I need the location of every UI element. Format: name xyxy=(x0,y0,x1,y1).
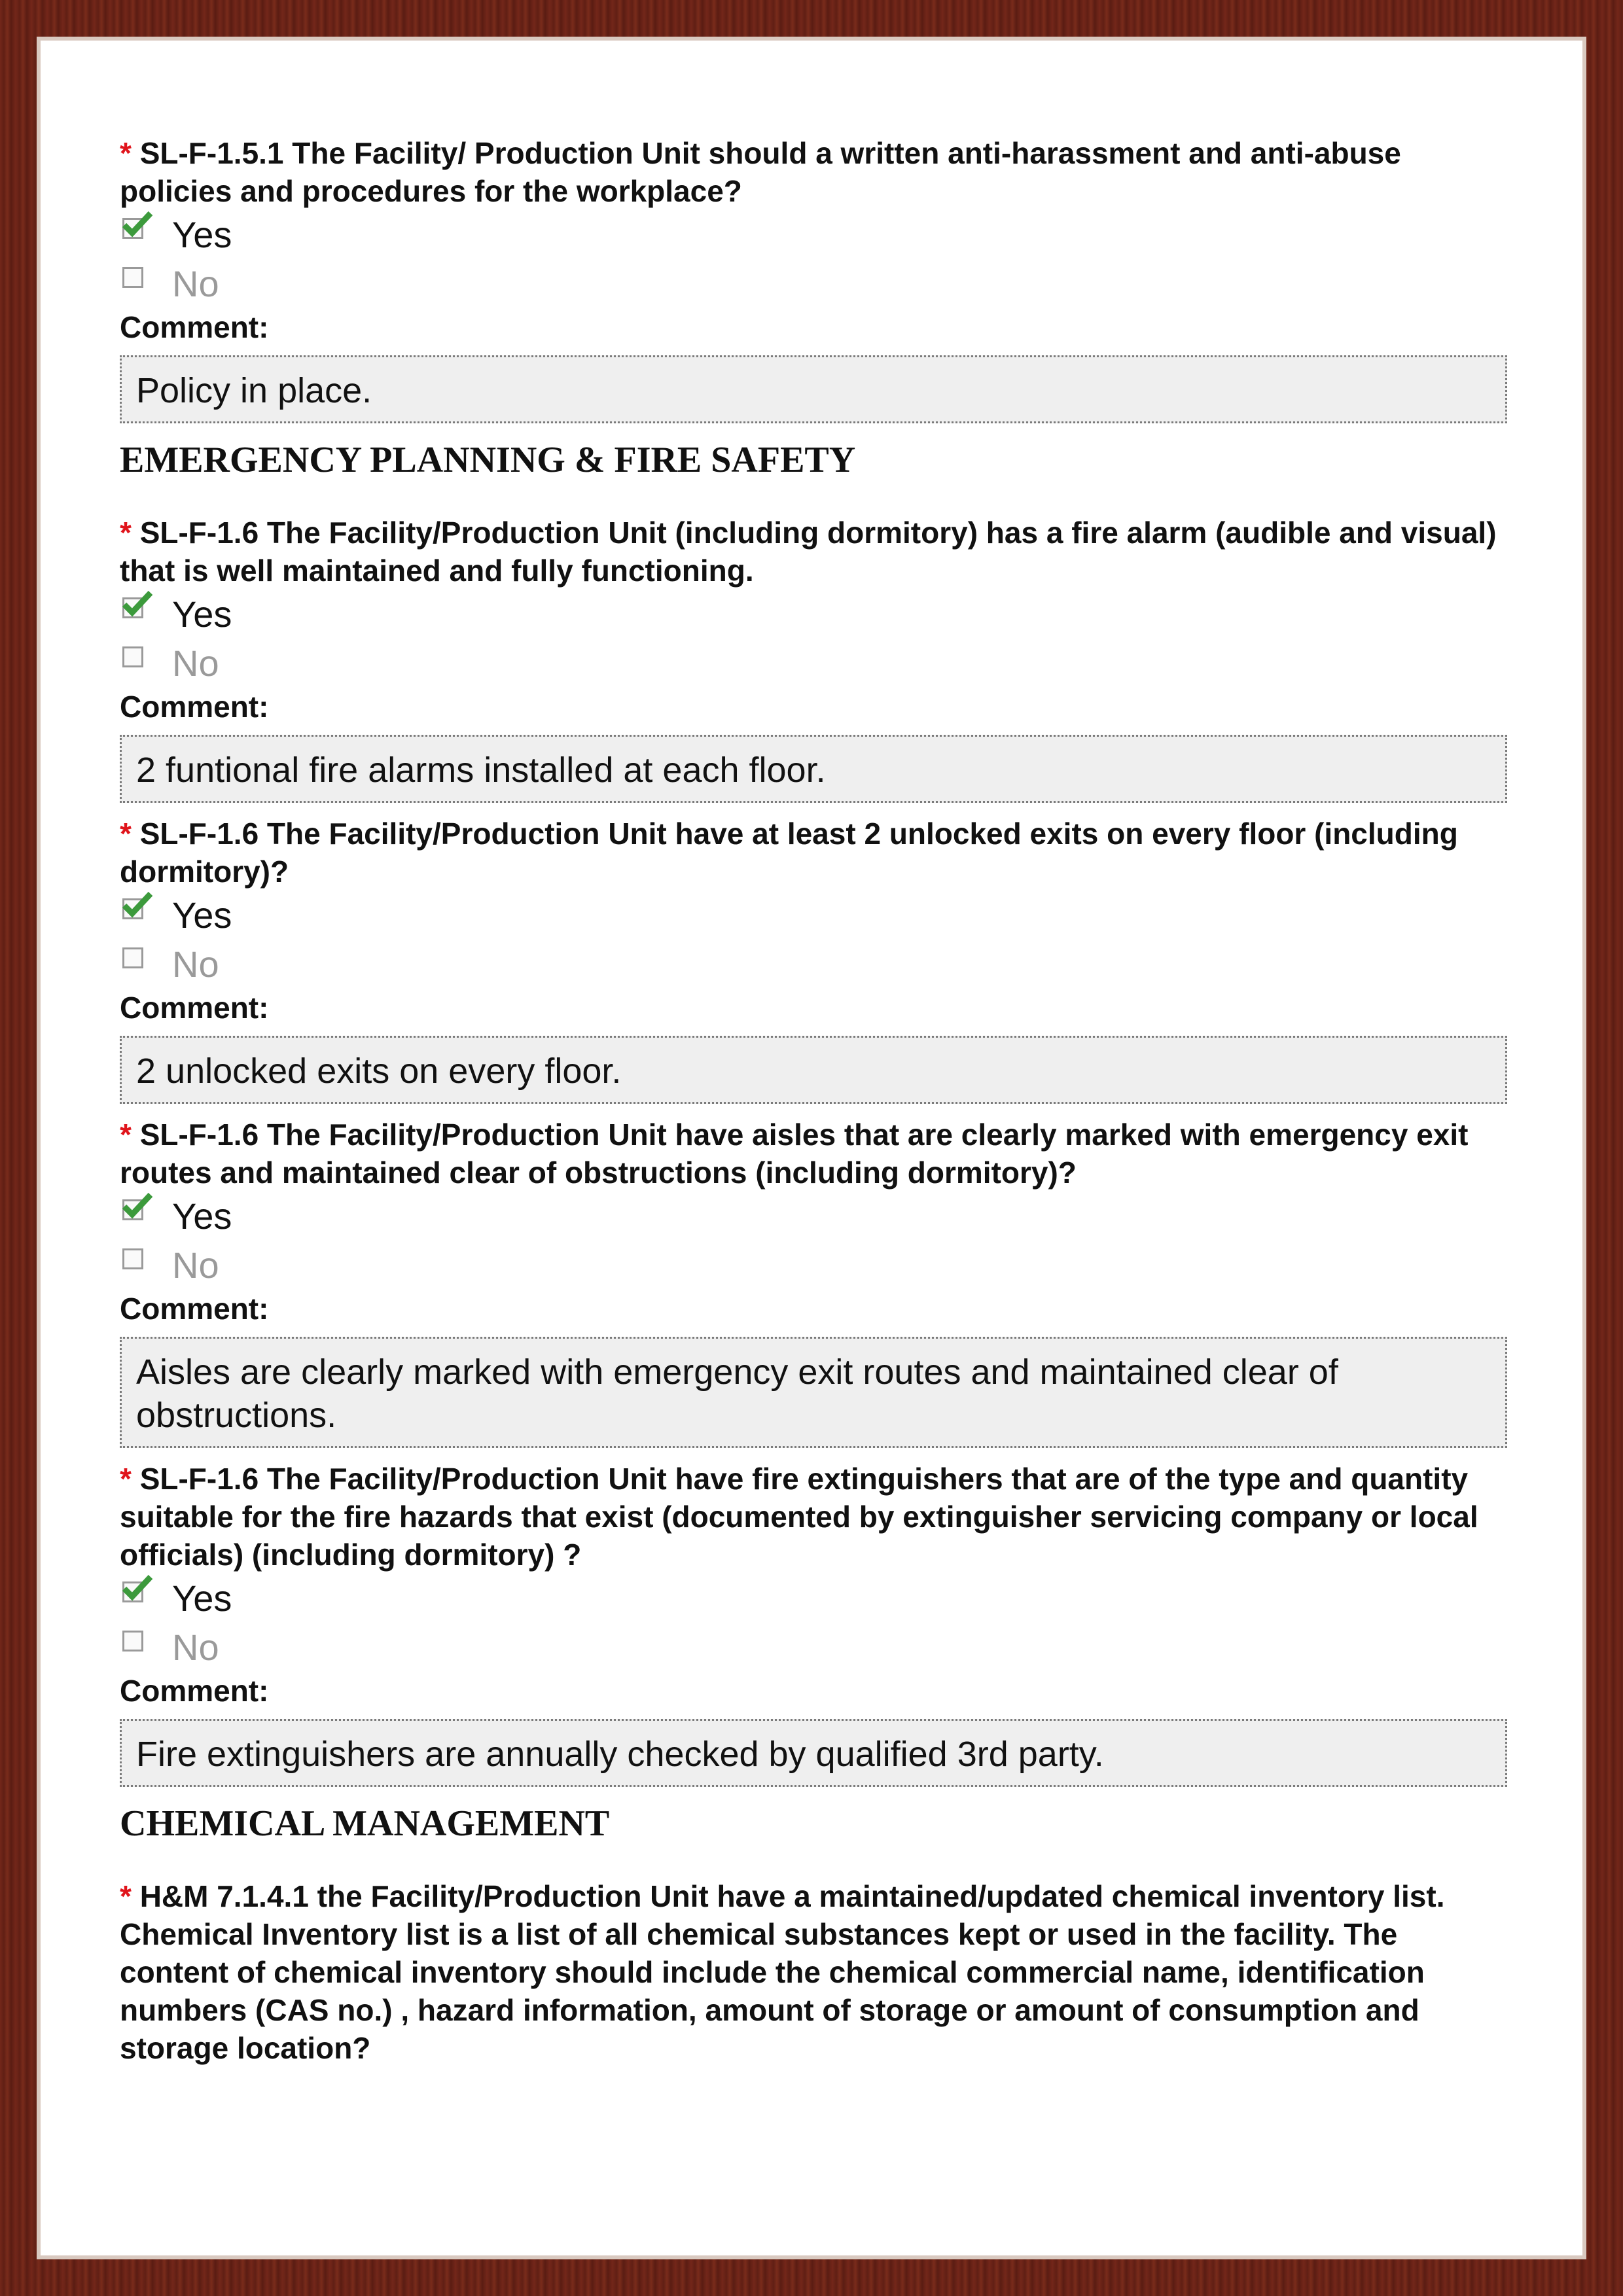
checkmark-icon xyxy=(122,590,153,619)
no-label: No xyxy=(172,263,219,304)
yes-checkbox[interactable] xyxy=(122,1581,143,1602)
no-checkbox[interactable] xyxy=(122,1248,143,1269)
comment-label: Comment: xyxy=(120,1292,269,1326)
question-block xyxy=(120,1460,1507,1787)
yes-checkbox[interactable] xyxy=(122,898,143,919)
comment-field[interactable]: Aisles are clearly marked with emergency exit routes and maintained clear of obstructions. xyxy=(120,1337,1507,1448)
checkmark-icon xyxy=(122,1192,153,1221)
required-marker: * xyxy=(120,1462,132,1496)
no-checkbox[interactable] xyxy=(122,1631,143,1651)
option-no[interactable] xyxy=(120,1241,1507,1290)
no-label: No xyxy=(172,1627,219,1668)
yes-checkbox[interactable] xyxy=(122,597,143,618)
comment-field[interactable]: 2 unlocked exits on every floor. xyxy=(120,1036,1507,1104)
comment-label: Comment: xyxy=(120,1674,269,1708)
option-yes[interactable] xyxy=(120,891,1507,940)
required-marker: * xyxy=(120,1879,132,1913)
no-label: No xyxy=(172,643,219,684)
yes-checkbox[interactable] xyxy=(122,218,143,239)
yes-label: Yes xyxy=(172,1578,232,1619)
checkmark-icon xyxy=(122,211,153,239)
option-yes[interactable] xyxy=(120,590,1507,639)
question-block xyxy=(120,134,1507,423)
question-label: SL-F-1.6 The Facility/Production Unit have at least 2 unlocked exits on every floor (including dormitory)? xyxy=(120,817,1458,889)
question-text xyxy=(120,134,1507,210)
section-heading: EMERGENCY PLANNING & FIRE SAFETY xyxy=(120,440,856,480)
no-label: No xyxy=(172,944,219,985)
option-no[interactable] xyxy=(120,940,1507,989)
question-label: SL-F-1.6 The Facility/Production Unit have fire extinguishers that are of the type and quantity suitable for the fire hazards that exist (documented by extinguisher servicing company or local officials) (including dormitory) ? xyxy=(120,1462,1478,1572)
required-marker: * xyxy=(120,136,132,170)
comment-field[interactable]: 2 funtional fire alarms installed at each floor. xyxy=(120,735,1507,803)
comment-label: Comment: xyxy=(120,690,269,724)
no-label: No xyxy=(172,1245,219,1286)
question-label: H&M 7.1.4.1 the Facility/Production Unit have a maintained/updated chemical inventory list. Chemical Inventory list is a list of all chemical substances kept or used in the facility. The content of chemical inventory should include the chemical commercial name, identification numbers (CAS no.) , hazard information, amount of storage or amount of consumption and storage location? xyxy=(120,1879,1445,2065)
yes-label: Yes xyxy=(172,1195,232,1237)
option-no[interactable] xyxy=(120,1623,1507,1672)
option-no[interactable] xyxy=(120,259,1507,308)
question-block xyxy=(120,514,1507,803)
option-yes[interactable] xyxy=(120,1192,1507,1241)
no-checkbox[interactable] xyxy=(122,947,143,968)
question-label: SL-F-1.5.1 The Facility/ Production Unit should a written anti-harassment and anti-abuse policies and procedures for the workplace? xyxy=(120,136,1401,208)
required-marker: * xyxy=(120,516,132,550)
option-yes[interactable] xyxy=(120,1574,1507,1623)
question-text xyxy=(120,1116,1507,1192)
required-marker: * xyxy=(120,1118,132,1152)
section-heading: CHEMICAL MANAGEMENT xyxy=(120,1803,610,1844)
checkmark-icon xyxy=(122,891,153,920)
comment-label: Comment: xyxy=(120,991,269,1025)
question-block xyxy=(120,1877,1507,2067)
option-yes[interactable] xyxy=(120,210,1507,259)
question-text xyxy=(120,1877,1507,2067)
question-text xyxy=(120,815,1507,891)
question-block xyxy=(120,815,1507,1104)
question-block xyxy=(120,1116,1507,1448)
yes-label: Yes xyxy=(172,593,232,635)
yes-label: Yes xyxy=(172,894,232,936)
checkmark-icon xyxy=(122,1574,153,1603)
yes-label: Yes xyxy=(172,214,232,255)
no-checkbox[interactable] xyxy=(122,646,143,667)
comment-field[interactable]: Fire extinguishers are annually checked by qualified 3rd party. xyxy=(120,1719,1507,1787)
comment-field[interactable]: Policy in place. xyxy=(120,355,1507,423)
form-content xyxy=(120,134,1507,2067)
option-no[interactable] xyxy=(120,639,1507,688)
required-marker: * xyxy=(120,817,132,851)
yes-checkbox[interactable] xyxy=(122,1199,143,1220)
question-text xyxy=(120,514,1507,590)
question-label: SL-F-1.6 The Facility/Production Unit (including dormitory) has a fire alarm (audible and visual) that is well maintained and fully functioning. xyxy=(120,516,1497,588)
question-label: SL-F-1.6 The Facility/Production Unit have aisles that are clearly marked with emergency exit routes and maintained clear of obstructions (including dormitory)? xyxy=(120,1118,1469,1190)
comment-label: Comment: xyxy=(120,310,269,344)
no-checkbox[interactable] xyxy=(122,267,143,288)
question-text xyxy=(120,1460,1507,1574)
